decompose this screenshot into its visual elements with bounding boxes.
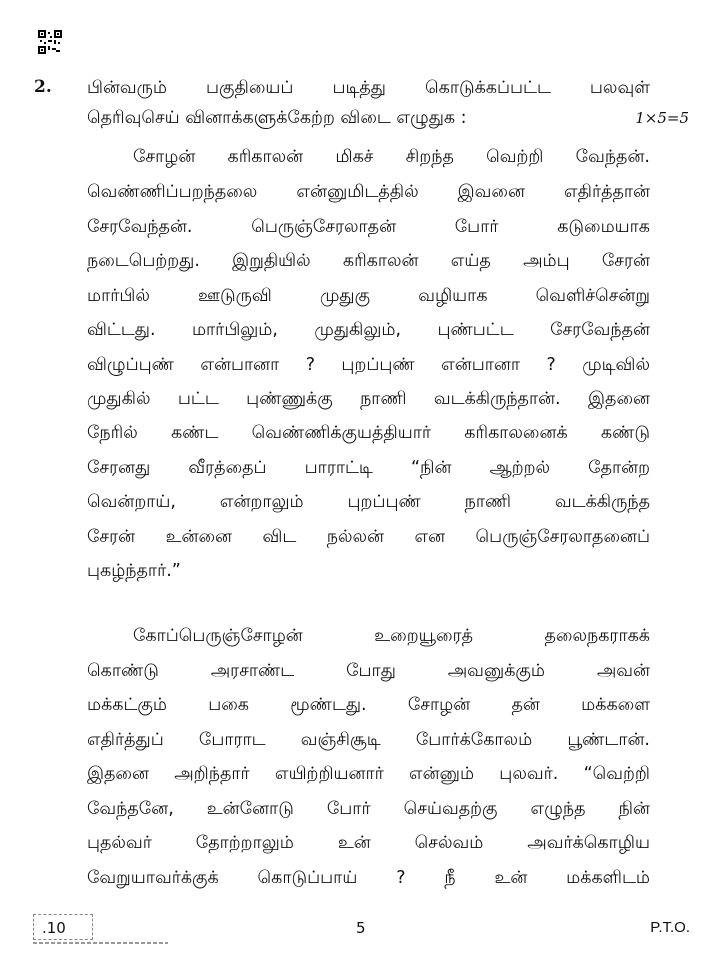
marks-label: 1×5=5	[635, 109, 689, 127]
passage-line: நடைபெற்றது. இறுதியில் கரிகாலன் எய்த அம்பு சேரன்	[87, 251, 650, 271]
page-number: 5	[356, 919, 366, 937]
passage-line: வெண்ணிப்பறந்தலை என்னுமிடத்தில் இவனை எதிர்த்தான்	[87, 182, 650, 202]
passage-line: கோப்பெருஞ்சோழன் உறையூரைத் தலைநகராகக்	[133, 626, 650, 646]
instruction-line-1: பின்வரும் பகுதியைப் படித்து கொடுக்கப்பட்ட பலவுள்	[87, 78, 650, 98]
question-number: 2.	[34, 77, 52, 97]
passage-line: நேரில் கண்ட வெண்ணிக்குயத்தியார் கரிகாலனைக் கண்டு	[87, 423, 650, 443]
passage-line: விழுப்புண் என்பானா ? புறப்புண் என்பானா ? முடிவில்	[87, 355, 650, 375]
passage-line: எதிர்த்துப் போராட வஞ்சிசூடி போர்க்கோலம் பூண்டான்.	[87, 730, 650, 750]
passage-line: வென்றாய், என்றாலும் புறப்புண் நாணி வடக்கிருந்த	[87, 492, 650, 512]
passage-line: மக்கட்கும் பகை மூண்டது. சோழன் தன் மக்களை	[87, 695, 650, 715]
passage-line: மார்பில் ஊடுருவி முதுகு வழியாக வெளிச்சென்று	[87, 286, 650, 306]
passage-line: சேரவேந்தன். பெருஞ்சேரலாதன் போர் கடுமையாக	[87, 217, 650, 237]
passage-line: வேந்தனே, உன்னோடு போர் செய்வதற்கு எழுந்த நின்	[87, 799, 650, 819]
qr-code-icon	[38, 30, 62, 54]
passage-line: இதனை அறிந்தார் எயிற்றியனார் என்னும் புலவர். “வெற்றி	[87, 764, 650, 784]
paper-code: .10	[42, 919, 66, 937]
instruction-line-2: தெரிவுசெய் வினாக்களுக்கேற்ற விடை எழுதுக :	[87, 108, 467, 128]
code-strip	[33, 942, 168, 944]
passage-line: கொண்டு அரசாண்ட போது அவனுக்கும் அவன்	[87, 661, 650, 681]
passage-line: முதுகில் பட்ட புண்ணுக்கு நாணி வடக்கிருந்தான். இதனை	[87, 389, 650, 409]
passage-line: புதல்வர் தோற்றாலும் உன் செல்வம் அவர்க்கொழிய	[87, 833, 650, 853]
passage-line: சோழன் கரிகாலன் மிகச் சிறந்த வெற்றி வேந்தன்.	[133, 147, 650, 167]
passage-line: சேரன் உன்னை விட நல்லன் என பெருஞ்சேரலாதனைப்	[87, 527, 650, 547]
passage-line: வேறுயாவர்க்குக் கொடுப்பாய் ? நீ உன் மக்களிடம்	[87, 868, 650, 888]
pto-label: P.T.O.	[650, 919, 690, 936]
passage-line: விட்டது. மார்பிலும், முதுகிலும், புண்பட்ட சேரவேந்தன்	[87, 320, 650, 340]
passage-line: சேரனது வீரத்தைப் பாராட்டி “நின் ஆற்றல் தோன்ற	[87, 458, 650, 478]
passage-line: புகழ்ந்தார்.”	[87, 561, 181, 581]
